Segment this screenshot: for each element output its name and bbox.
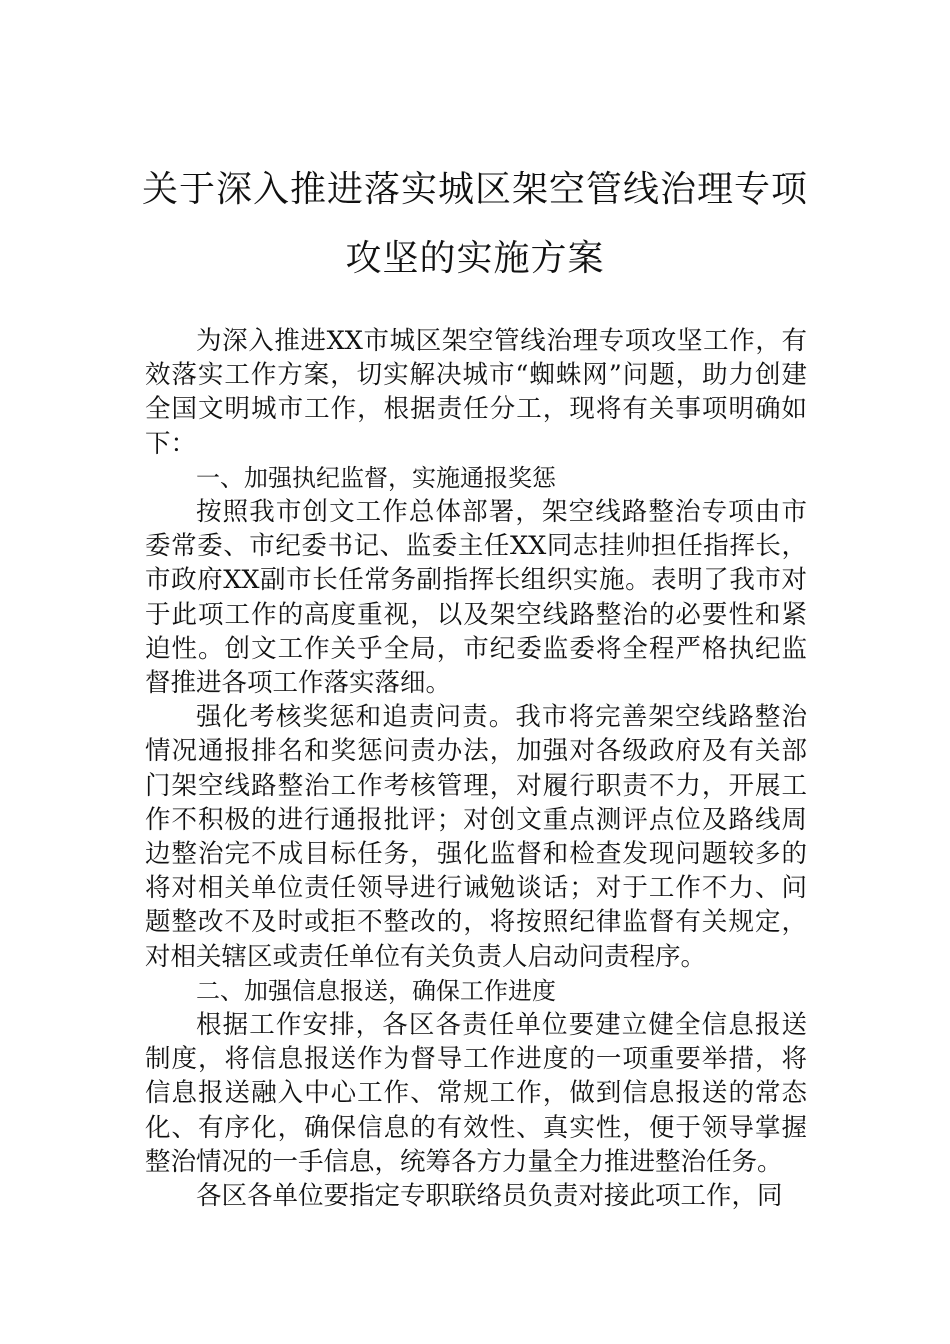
body-paragraph: 强化考核奖惩和追责问责。我市将完善架空线路整治情况通报排名和奖惩问责办法，加强对各级政府及有关部门架空线路整治工作考核管理，对履行职责不力，开展工作不积极的进行通报批评；对创文重点测评点位及路线周边整治完不成目标任务，强化监督和检查发现问题较多的将对相关单位责任领导进行诫勉谈话；对于工作不力、问题整改不及时或拒不整改的，将按照纪律监督有关规定，对相关辖区或责任单位有关负责人启动问责程序。: [145, 702, 807, 972]
document-title-line-1: 关于深入推进落实城区架空管线治理专项: [141, 169, 808, 210]
body-paragraph: 按照我市创文工作总体部署，架空线路整治专项由市委常委、市纪委书记、监委主任XX同志挂帅担任指挥长，市政府XX副市长任常务副指挥长组织实施。表明了我市对于此项工作的高度重视，以及架空线路整治的必要性和紧迫性。创文工作关乎全局，市纪委监委将全程严格执纪监督推进各项工作落实落细。: [145, 497, 807, 699]
section-heading-2: 二、加强信息报送，确保工作进度: [196, 976, 556, 1005]
document-body: [145, 324, 807, 1213]
document-title-line-2: 攻坚的实施方案: [345, 238, 605, 279]
intro-paragraph: 为深入推进XX市城区架空管线治理专项攻坚工作，有效落实工作方案，切实解决城市“蜘蛛网”问题，助力创建全国文明城市工作，根据责任分工，现将有关事项明确如下：: [145, 326, 807, 459]
body-paragraph: 根据工作安排，各区各责任单位要建立健全信息报送制度，将信息报送作为督导工作进度的一项重要举措，将信息报送融入中心工作、常规工作，做到信息报送的常态化、有序化，确保信息的有效性、真实性，便于领导掌握整治情况的一手信息，统筹各方力量全力推进整治任务。: [145, 1010, 807, 1177]
section-heading-1: 一、加强执纪监督，实施通报奖惩: [196, 463, 556, 492]
body-paragraph: 各区各单位要指定专职联络员负责对接此项工作，同: [196, 1181, 783, 1212]
